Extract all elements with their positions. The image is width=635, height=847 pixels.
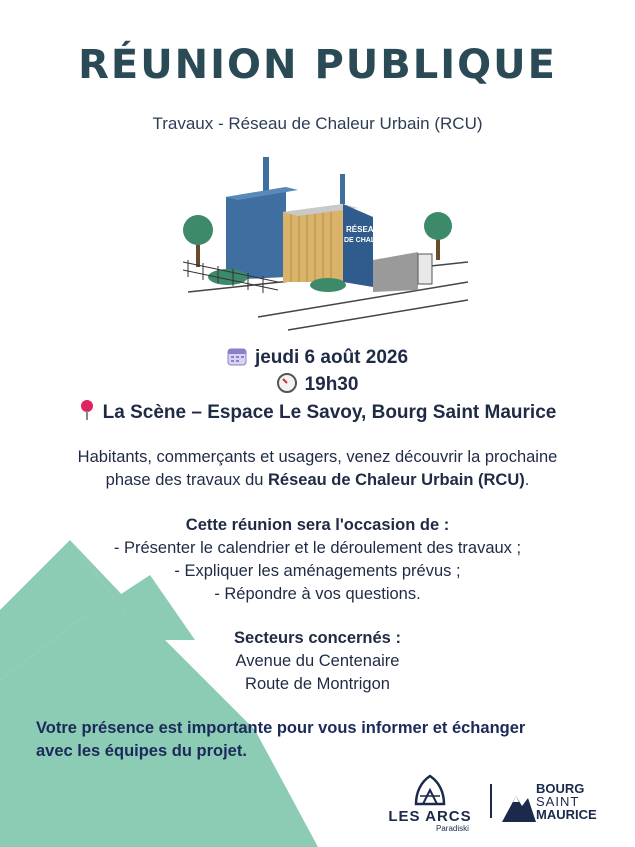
closing-message <box>36 717 596 763</box>
les-arcs-name: LES ARCS <box>388 808 472 825</box>
closing-line1: Votre présence est importante pour vous informer et échanger <box>36 719 526 737</box>
closing-line2: avec les équipes du projet. <box>36 742 247 760</box>
partner-logos <box>380 772 630 832</box>
intro-line2 <box>20 469 615 492</box>
sector-item: Avenue du Centenaire <box>235 652 400 670</box>
sign-line2: DE CHALEUR <box>344 237 390 244</box>
occasion-item: - Répondre à vos questions. <box>214 585 421 603</box>
sectors-heading: Secteurs concernés : <box>234 629 401 647</box>
bsm-line3: MAURICE <box>536 807 597 822</box>
pin-icon <box>79 399 95 421</box>
heating-plant-illustration <box>168 142 468 334</box>
sign-line1: RÉSEAU <box>346 225 380 234</box>
bsm-line1: BOURG <box>536 781 585 796</box>
intro-line2-prefix: phase des travaux du <box>105 471 269 489</box>
intro-paragraph <box>20 446 615 492</box>
intro-line2-bold: Réseau de Chaleur Urbain (RCU) <box>268 471 525 489</box>
clock-icon <box>277 373 297 393</box>
calendar-icon <box>227 346 247 366</box>
sector-item: Route de Montrigon <box>245 675 390 693</box>
bsm-line2: SAINT <box>536 794 580 809</box>
event-place-text: La Scène – Espace Le Savoy, Bourg Saint Maurice <box>102 402 557 423</box>
bourg-saint-maurice-logo <box>502 782 632 830</box>
logo-separator <box>490 784 492 818</box>
event-time-text: 19h30 <box>304 374 359 395</box>
les-arcs-emblem-icon <box>413 774 447 806</box>
occasion-section <box>20 514 615 606</box>
sectors-section <box>20 627 615 696</box>
page-title: RÉUNION PUBLIQUE <box>78 42 557 88</box>
intro-line1: Habitants, commerçants et usagers, venez découvrir la prochaine <box>77 448 558 466</box>
les-arcs-logo <box>380 772 480 832</box>
intro-line2-suffix: . <box>524 471 530 489</box>
event-date <box>0 346 635 369</box>
event-time <box>0 373 635 396</box>
les-arcs-sub: Paradiski <box>436 824 469 833</box>
bsm-mountain-icon <box>502 786 536 822</box>
page-subtitle: Travaux - Réseau de Chaleur Urbain (RCU) <box>152 114 483 133</box>
event-date-text: jeudi 6 août 2026 <box>254 347 409 368</box>
occasion-item: - Expliquer les aménagements prévus ; <box>174 562 461 580</box>
occasion-item: - Présenter le calendrier et le déroulement des travaux ; <box>113 539 522 557</box>
occasion-heading: Cette réunion sera l'occasion de : <box>185 516 450 534</box>
event-place <box>0 399 635 424</box>
